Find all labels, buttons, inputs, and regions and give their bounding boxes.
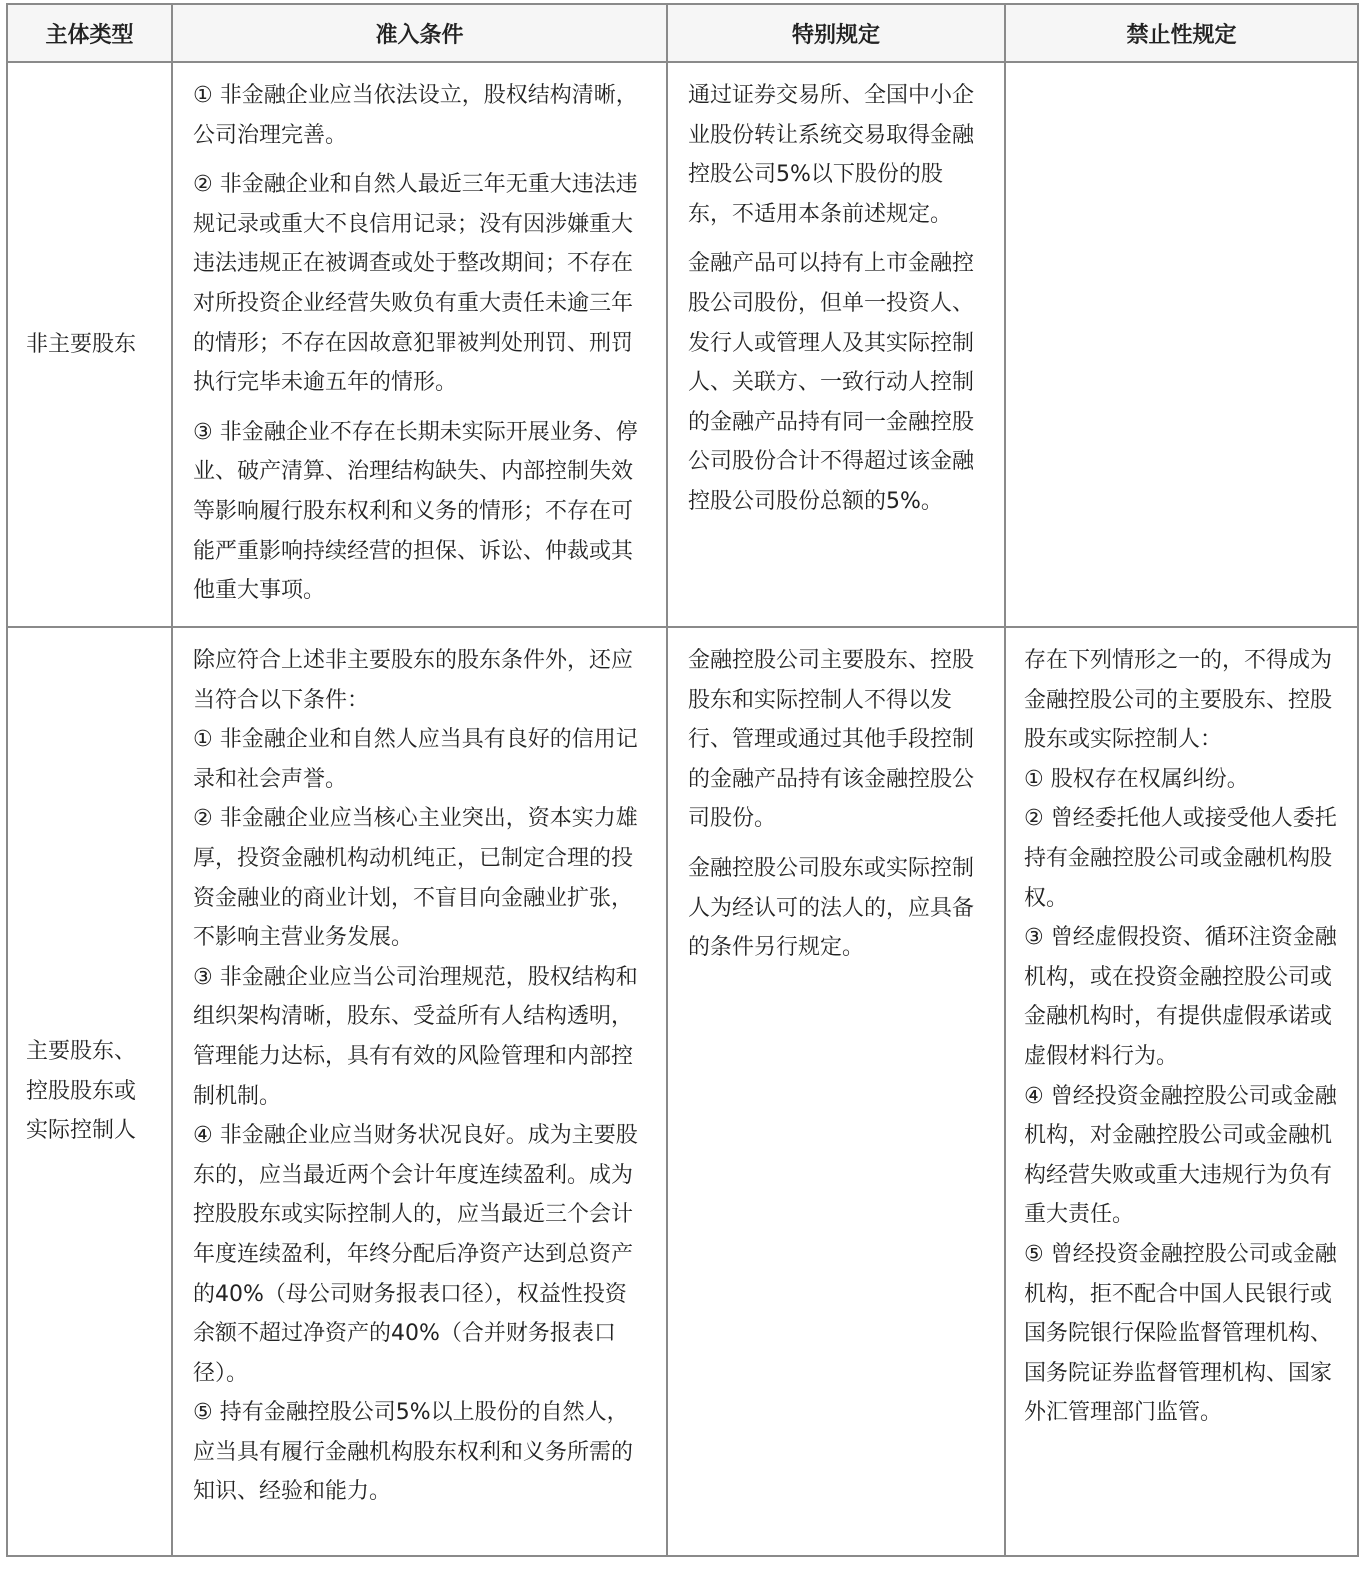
condition-item: ② 非金融企业和自然人最近三年无重大违法违规记录或重大不良信用记录；没有因涉嫌重大违法违规正在被调查或处于整改期间；不存在对所投资企业经营失败负有重大责任未逾三年的情形；不存在因故意犯罪被判处刑罚、刑罚执行完毕未逾五年的情形。	[193, 172, 638, 396]
header-row	[7, 4, 1358, 62]
cell-subject-type	[7, 62, 172, 627]
subject-type-line: 非主要股东	[26, 331, 137, 357]
cell-prohibitive-provisions	[1005, 627, 1358, 1556]
cell-admission-conditions	[172, 62, 667, 627]
special-item: 金融控股公司股东或实际控制人为经认可的法人的，应具备的条件另行规定。	[688, 855, 975, 961]
prohibited-item: ⑤ 曾经投资金融控股公司或金融机构，拒不配合中国人民银行或国务院银行保险监督管理机构、国务院证券监督管理机构、国家外汇管理部门监管。	[1024, 1241, 1337, 1426]
condition-item: ① 非金融企业和自然人应当具有良好的信用记录和社会声誉。	[193, 727, 638, 792]
prohibited-item: ① 股权存在权属纠纷。	[1024, 766, 1249, 792]
header-subject-type: 主体类型	[7, 4, 172, 62]
condition-item: ④ 非金融企业应当财务状况良好。成为主要股东的，应当最近两个会计年度连续盈利。成为控股股东或实际控制人的，应当最近三个会计年度连续盈利，年终分配后净资产达到总资产的40%（母公司财务报表口径），权益性投资余额不超过净资产的40%（合并财务报表口径）。	[193, 1123, 638, 1386]
cell-admission-conditions	[172, 627, 667, 1556]
subject-type-line: 主要股东、	[26, 1039, 137, 1065]
special-item: 金融产品可以持有上市金融控股公司股份，但单一投资人、发行人或管理人及其实际控制人、关联方、一致行动人控制的金融产品持有同一金融控股公司股份合计不得超过该金融控股公司股份总额的5%。	[688, 251, 975, 514]
special-item: 金融控股公司主要股东、控股股东和实际控制人不得以发行、管理或通过其他手段控制的金融产品持有该金融控股公司股份。	[688, 648, 975, 832]
header-admission-conditions: 准入条件	[172, 4, 667, 62]
header-special-provisions: 特别规定	[667, 4, 1005, 62]
prohibited-item: ② 曾经委托他人或接受他人委托持有金融控股公司或金融机构股权。	[1024, 806, 1337, 911]
condition-intro: 除应符合上述非主要股东的股东条件外，还应当符合以下条件：	[193, 648, 634, 713]
table-row-major-shareholder	[7, 627, 1358, 1556]
cell-special-provisions	[667, 62, 1005, 627]
cell-subject-type	[7, 627, 172, 1556]
condition-item: ③ 非金融企业应当公司治理规范，股权结构和组织架构清晰，股东、受益所有人结构透明，管理能力达标，具有有效的风险管理和内部控制机制。	[193, 964, 638, 1109]
subject-type-line: 控股股东或	[26, 1078, 137, 1104]
condition-item: ② 非金融企业应当核心主业突出，资本实力雄厚，投资金融机构动机纯正，已制定合理的投资金融业的商业计划，不盲目向金融业扩张，不影响主营业务发展。	[193, 806, 638, 951]
prohibited-intro: 存在下列情形之一的，不得成为金融控股公司的主要股东、控股股东或实际控制人：	[1024, 648, 1333, 753]
condition-item: ⑤ 持有金融控股公司5%以上股份的自然人，应当具有履行金融机构股东权利和义务所需的知识、经验和能力。	[193, 1400, 634, 1505]
header-prohibitive-provisions: 禁止性规定	[1005, 4, 1358, 62]
cell-special-provisions	[667, 627, 1005, 1556]
special-item: 通过证券交易所、全国中小企业股份转让系统交易取得金融控股公司5%以下股份的股东，不适用本条前述规定。	[688, 83, 975, 227]
prohibited-item: ③ 曾经虚假投资、循环注资金融机构，或在投资金融控股公司或金融机构时，有提供虚假承诺或虚假材料行为。	[1024, 925, 1337, 1069]
condition-item: ① 非金融企业应当依法设立，股权结构清晰，公司治理完善。	[193, 83, 638, 148]
prohibited-item: ④ 曾经投资金融控股公司或金融机构，对金融控股公司或金融机构经营失败或重大违规行为负有重大责任。	[1024, 1083, 1337, 1228]
regulation-table	[6, 3, 1359, 1557]
table-row-non-major-shareholder	[7, 62, 1358, 627]
subject-type-line: 实际控制人	[26, 1118, 137, 1144]
condition-item: ③ 非金融企业不存在长期未实际开展业务、停业、破产清算、治理结构缺失、内部控制失效等影响履行股东权利和义务的情形；不存在可能严重影响持续经营的担保、诉讼、仲裁或其他重大事项。	[193, 419, 638, 604]
cell-prohibitive-provisions-empty	[1005, 62, 1358, 627]
